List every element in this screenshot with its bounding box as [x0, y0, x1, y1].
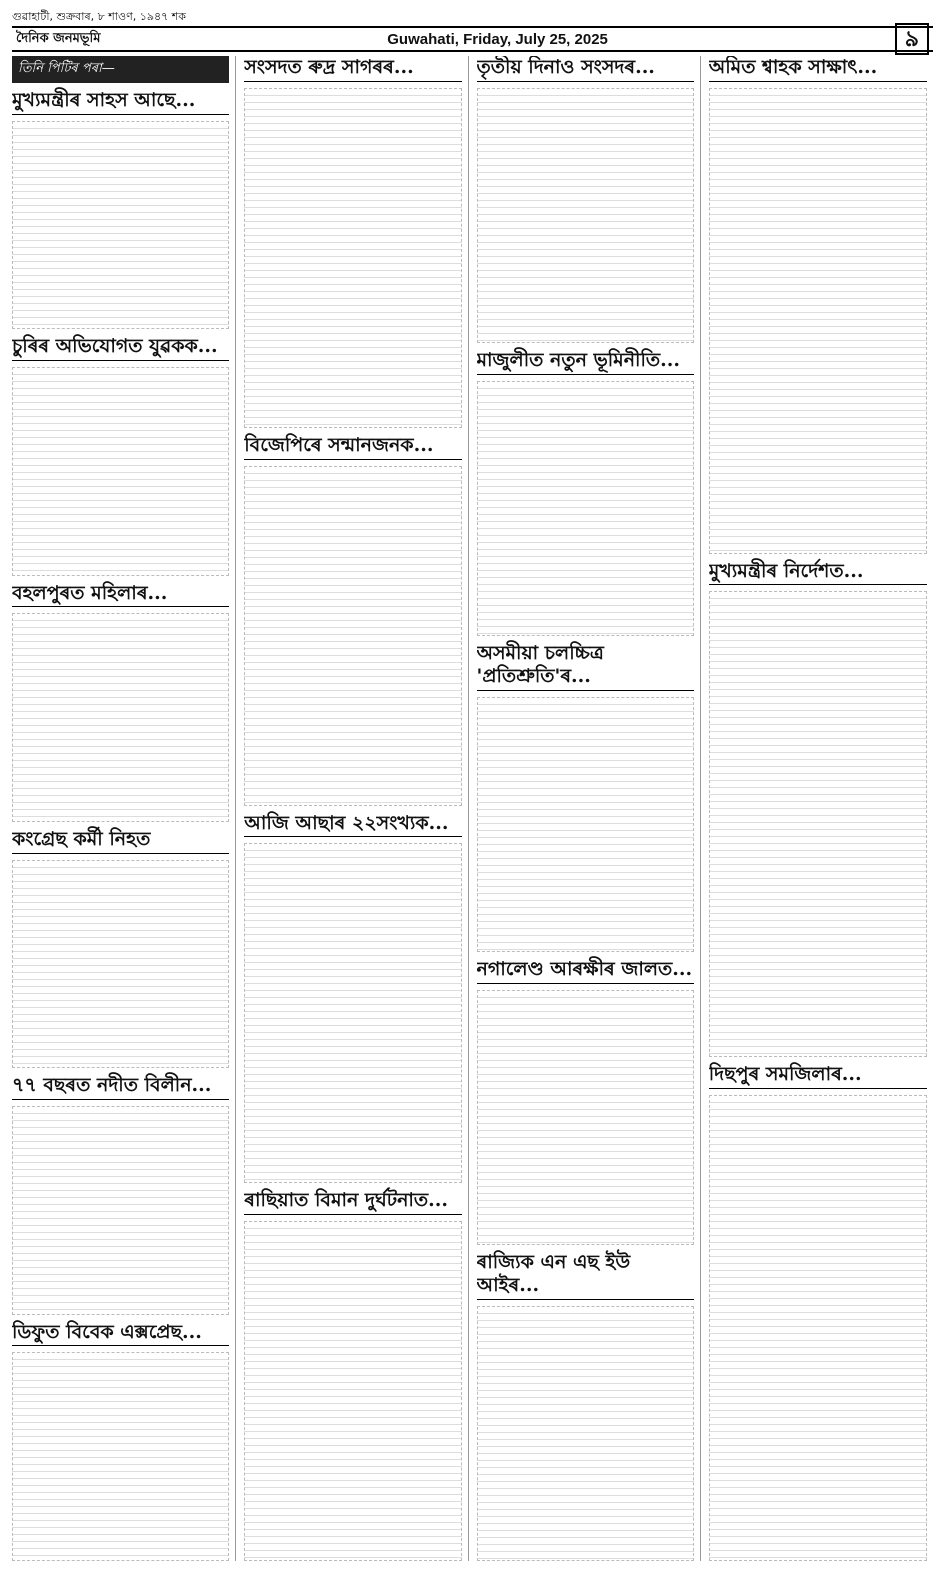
- article-body-placeholder: [477, 381, 694, 636]
- article-body-placeholder: [709, 1095, 927, 1561]
- article-headline: ৭৭ বছৰত নদীত বিলীন...: [12, 1074, 229, 1100]
- article-headline: বিজেপিৰে সন্মানজনক...: [244, 434, 461, 460]
- date-assamese: গুৱাহাটী, শুক্ৰবাৰ, ৮ শাওণ, ১৯৪৭ শক: [12, 10, 186, 23]
- column-1: [12, 56, 236, 1561]
- article-headline: মাজুলীত নতুন ভূমিনীতি...: [477, 349, 694, 375]
- article-headline: নগালেণ্ড আৰক্ষীৰ জালত...: [477, 958, 694, 984]
- page-number: ৯: [895, 23, 929, 55]
- article-body-placeholder: [477, 697, 694, 952]
- paper-name: দৈনিক জনমভূমি: [16, 30, 101, 46]
- column-4: [709, 56, 933, 1561]
- article-body-placeholder: [12, 121, 229, 330]
- article-headline: মুখ্যমন্ত্ৰীৰ নিৰ্দেশত...: [709, 560, 927, 586]
- article-body-placeholder: [12, 367, 229, 576]
- article-headline: অসমীয়া চলচ্চিত্ৰ 'প্ৰতিশ্ৰুতি'ৰ...: [477, 642, 694, 691]
- section-tag: তিনি পিটিৰ পৰা—: [12, 56, 229, 83]
- article-body-placeholder: [244, 88, 461, 428]
- column-2: [244, 56, 468, 1561]
- date-english: Guwahati, Friday, July 25, 2025: [387, 30, 608, 48]
- article-headline: দিছপুৰ সমজিলাৰ...: [709, 1063, 927, 1089]
- article-headline: অমিত শ্বাহক সাক্ষাৎ...: [709, 56, 927, 82]
- article-headline: কংগ্ৰেছ কৰ্মী নিহত: [12, 828, 229, 854]
- article-headline: ডিফুত বিবেক এক্সপ্ৰেছ...: [12, 1321, 229, 1347]
- article-headline: মুখ্যমন্ত্ৰীৰ সাহস আছে...: [12, 89, 229, 115]
- article-headline: আজি আছাৰ ২২সংখ্যক...: [244, 812, 461, 838]
- article-body-placeholder: [12, 613, 229, 822]
- article-grid: [12, 56, 933, 1561]
- article-headline: ৰাছিয়াত বিমান দুৰ্ঘটনাত...: [244, 1189, 461, 1215]
- article-body-placeholder: [709, 88, 927, 554]
- article-body-placeholder: [477, 1306, 694, 1561]
- column-3: [477, 56, 701, 1561]
- article-body-placeholder: [709, 591, 927, 1057]
- article-body-placeholder: [244, 466, 461, 806]
- top-line: [12, 8, 933, 24]
- article-headline: চুৰিৰ অভিযোগত যুৱকক...: [12, 335, 229, 361]
- article-headline: ৰাজ্যিক এন এছ ইউ আইৰ...: [477, 1251, 694, 1300]
- article-headline: বহলপুৰত মহিলাৰ...: [12, 582, 229, 608]
- article-body-placeholder: [244, 843, 461, 1183]
- article-body-placeholder: [477, 88, 694, 343]
- masthead: [12, 26, 933, 52]
- article-body-placeholder: [477, 990, 694, 1245]
- article-headline: সংসদত ৰুদ্ৰ সাগৰৰ...: [244, 56, 461, 82]
- article-headline: তৃতীয় দিনাও সংসদৰ...: [477, 56, 694, 82]
- article-body-placeholder: [12, 860, 229, 1069]
- article-body-placeholder: [12, 1352, 229, 1561]
- article-body-placeholder: [244, 1221, 461, 1561]
- article-body-placeholder: [12, 1106, 229, 1315]
